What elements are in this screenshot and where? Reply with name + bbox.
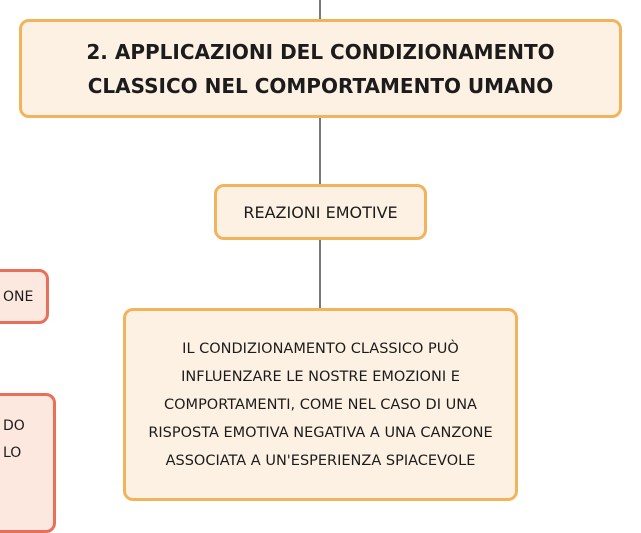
subtopic-node-text: REAZIONI EMOTIVE [243,202,398,222]
side-node-1-text: ONE [3,288,34,305]
connector-subtopic-to-description [319,240,321,308]
title-node[interactable] [19,19,622,118]
subtopic-node[interactable] [214,184,427,240]
side-node-2[interactable] [0,393,56,533]
connector-title-to-subtopic [319,118,321,184]
description-node-text: IL CONDIZIONAMENTO CLASSICO PUÒ INFLUENZARE LE NOSTRE EMOZIONI E COMPORTAMENTI, COME NEL CASO DI UNA RISPOSTA EMOTIVA NEGATIVA A UNA CANZONE ASSOCIATA A UN'ESPERIENZA SPIACEVOLE [148,340,493,469]
title-node-text: 2. APPLICAZIONI DEL CONDIZIONAMENTO CLASSICO NEL COMPORTAMENTO UMANO [86,39,555,98]
side-node-2-text-line-1: DO [3,418,25,434]
description-node[interactable] [123,308,518,501]
side-node-2-text-line-2: LO [3,445,22,461]
connector-top [319,0,321,19]
side-node-1[interactable] [0,269,49,324]
